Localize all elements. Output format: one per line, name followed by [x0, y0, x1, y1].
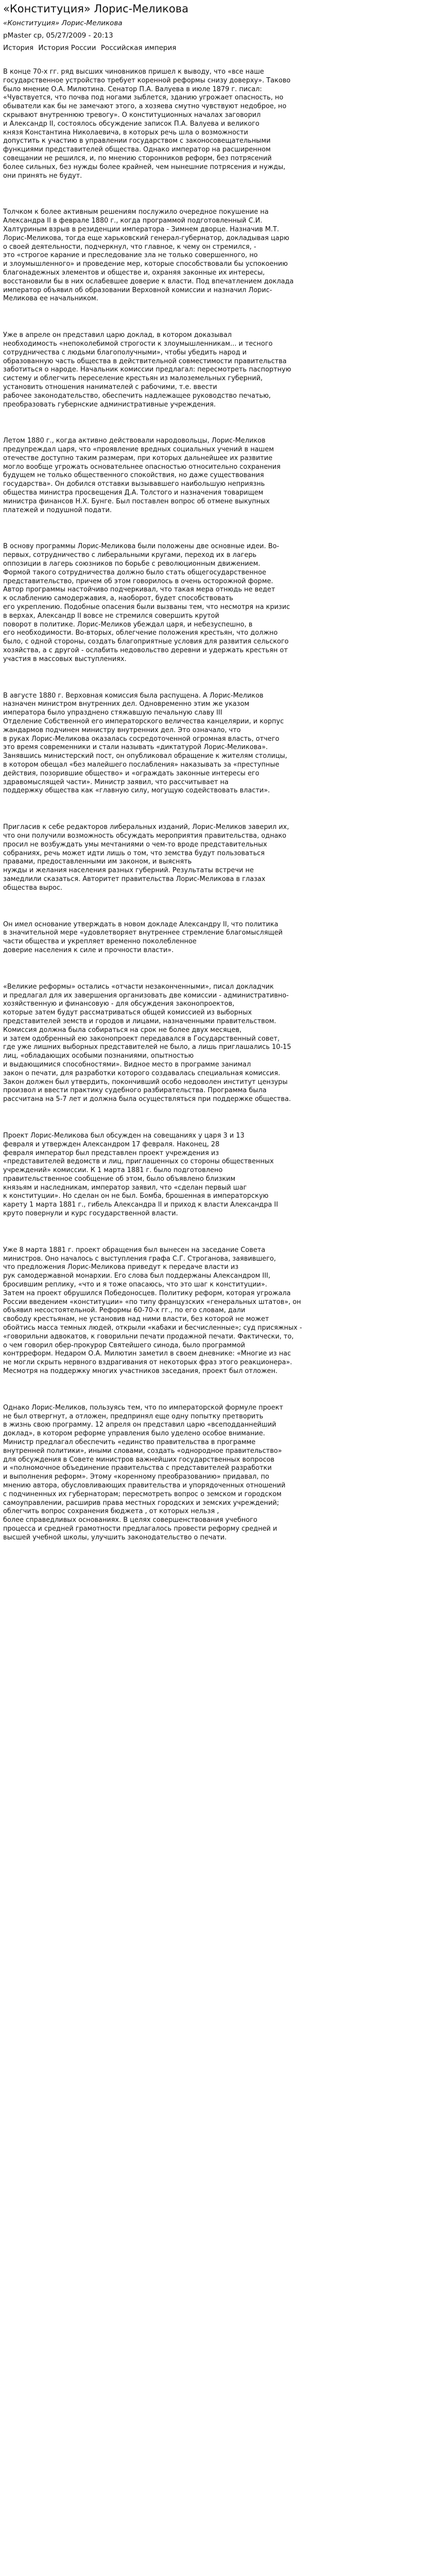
tag-link[interactable]: История России: [38, 44, 96, 52]
article-paragraph: В конце 70-х гг. ряд высших чиновников пришел к выводу, что «все наше государственное устройство требует коренной реформы снизу доверху». Таково было мнение О.А. Милютина. Сенатор П.А. Валуева в июле 1879 г. писал: «Чувствуется, что почва под ногами зыблется, зданию угрожает опасность, но обыватели как бы не замечают этого, а хозяева смутно чувствуют недоброе, но скрывают внутреннюю тревогу». О конституционных началах заговорил и Александр II, состоялось обсуждение записок П.А. Валуева и великого князя Константина Николаевича, в которых речь шла о возможности допустить к участию в управлении государством с законосовещательными функциями представителей общества. Однако император на расширенном совещании не решился, и, по мнению сторонников реформ, без потрясений более сильных, без нужды более крайней, чем нынешние потрясения и нужды, они принять не будут.: [3, 68, 291, 180]
article-meta: [3, 31, 433, 40]
article-paragraph: Пригласив к себе редакторов либеральных изданий, Лорис-Меликов заверил их, что они получили возможность обсуждать мероприятия правительства, однако просил не возбуждать умы мечтаниями о чем-то вроде представительных собраниях, речь может идти лишь о том, что земства будут пользоваться правами, предоставленными им законом, и выяснять нужды и желания населения разных губерний. Результаты встречи не замедлили сказаться. Авторитет правительства Лорис-Меликова в глазах общества вырос.: [3, 823, 289, 892]
article-paragraph: Однако Лорис-Меликов, пользуясь тем, что по императорской формуле проект не был отвергнут, а отложен, предпринял еще одну попытку претворить в жизнь свою программу. 12 апреля он представил царю «всеподданнейший доклад», в котором реформе управления было уделено особое внимание. Министр предлагал обеспечить «единство правительства в программе внутренней политики», иными словами, создать «однородное правительство» для обсуждения в Совете министров важнейших государственных вопросов и «полномочное объединение правительства с представителей разработки и выполнения реформ». Этому «коренному преобразованию» придавал, по мнению автора, обусловливающих правительства и упорядоченных отношений с подчиненных их губернаторам; пересмотреть вопрос о земском и городском самоуправлении, расширив права местных городских и земских учреждений; облегчить вопрос сохранения бюджета , от которых нельзя , более справедливых основаниях. В целях совершенствования учебного процесса и средней грамотности предлагалось провести реформу средней и высшей учебной школы, улучшить законодательство о печати.: [3, 1403, 286, 1541]
author-link[interactable]: pMaster: [3, 31, 31, 40]
article-paragraph: Проект Лорис-Меликова был обсужден на совещаниях у царя 3 и 13 февраля и утвержден Александром 17 февраля. Наконец, 28 февраля император был представлен проект учреждения из «представителей ведомств и лиц, приглашенных со стороны общественных учреждений» комиссии. К 1 марта 1881 г. было подготовлено правительственное сообщение об этом, было объявлено близким князьям и наследникам, император заявил, что «сделан первый шаг к конституции». Но сделан он не был. Бомба, брошенная в императорскую карету 1 марта 1881 г., гибель Александра II и приход к власти Александра II круто повернули и курс государственной власти.: [3, 1131, 278, 1218]
post-date: ср, 05/27/2009 - 20:13: [33, 31, 113, 40]
article-title[interactable]: «Конституция» Лорис-Меликова: [3, 3, 189, 15]
article-paragraph: Уже в апреле он представил царю доклад, в котором доказывал необходимость «непоколебимой строгости к злоумышленникам... и тесного сотрудничества с людьми благополучными», чтобы убедить народ и образованную часть общества в действительной совместимости правительства заботиться о народе. Начальник комиссии предлагал: пересмотреть паспортную систему и облегчить переселение крестьян из малоземельных губерний, установить отношения нанимателей с рабочими, т.е. ввести рабочее законодательство, обеспечить надлежащее руководство печатью, преобразовать губернские административные учреждения.: [3, 331, 291, 409]
tag-list: [3, 43, 433, 53]
article-subtitle: «Конституция» Лорис-Меликова: [3, 19, 123, 27]
article-paragraph: В основу программы Лорис-Меликова были положены две основные идеи. Во- первых, сотрудничество с либеральными кругами, переход их в лагерь оппозиции в лагерь союзников по борьбе с революционным движением. Формой такого сотрудничества должно было стать общегосударственное представительство, причем об этом говорилось в очень осторожной форме. Автор программы настойчиво подчеркивал, что такая мера отнюдь не ведет к ослаблению самодержавия, а, наоборот, будет способствовать его укреплению. Подобные опасения были вызваны тем, что несмотря на кризис в верхах, Александр II вовсе не стремился совершить крутой поворот в политике. Лорис-Меликов убеждал царя, и небезуспешно, в его необходимости. Во-вторых, облегчение положения крестьян, что должно было, с одной стороны, создать благоприятные условия для развития сельского хозяйства, а с другой - ослабить недовольство деревни и удержать крестьян от участия в массовых выступлениях.: [3, 543, 290, 663]
tag-link[interactable]: История: [3, 44, 34, 52]
article-paragraph: Он имел основание утверждать в новом докладе Александру II, что политика в значительной мере «удовлетворяет внутреннее стремление благомыслящей части общества и укрепляет временно поколебленное доверие населения к силе и прочности власти».: [3, 920, 283, 954]
article-body: [3, 68, 433, 1543]
article-paragraph: В августе 1880 г. Верховная комиссия была распущена. А Лорис-Меликов назначен министром внутренних дел. Одновременно этим же указом императора было упразднено стяжавшую печальную славу III Отделение Собственной его императорского величества канцелярии, и корпус жандармов подчинен министру внутренних дел. Это означало, что в руках Лорис-Меликова оказалась сосредоточенной огромная власть, отчего это время современники и стали называть «диктатурой Лорис-Меликова». Занявшись министерский пост, он опубликовал обращение к жителям столицы, в котором обещал «без малейшего послабления» наказывать за «преступные действия, позорившие общество» и «ограждать законные интересы его здравомыслящей части». Министр заявил, что рассчитывает на поддержку общества как «главную силу, могущую содействовать власти».: [3, 691, 287, 795]
article-paragraph: Толчком к более активным решениям послужило очередное покушение на Александра II в феврале 1880 г., когда программой подготовленный С.И. Халтуриным взрыв в резиденции императора - Зимнем дворце. Назначив М.Т. Лорис-Меликова, тогда еще харьковский генерал-губернатор, докладывая царю о своей деятельности, подчеркнул, что главное, к чему он стремился, - это «строгое карание и преследование зла не только совершенного, но и злоумышленного» и проведение мер, которые способствовали бы успокоению благонадежных элементов и обществе и, охраняя законные их интересы, восстановили бы в них ослабевшее доверие к власти. Под впечатлением доклада император объявил об образовании Верховной комиссии и назначил Лорис- Меликова ее начальником.: [3, 208, 294, 303]
tag-link[interactable]: Российская империя: [100, 44, 177, 52]
article-paragraph: «Великие реформы» остались «отчасти незаконченными», писал докладчик и предлагал для их завершения организовать две комиссии - административно- хозяйственную и финансовую - для обсуждения законопроектов, которые затем будут рассматриваться общей комиссией из выборных представителей земств и городов и лицами, назначенными правительством. Комиссия должна была собираться на срок не более двух месяцев, и затем одобренный ею законопроект передавался в Государственный совет, где уже лишних выборных представителей не было, а лишь приглашались 10-15 лиц, «обладающих особыми познаниями, опытностью и выдающимися способностями». Видное место в программе занимал закон о печати, для разработки которого создавалась специальная комиссия. Закон должен был утвердить, покончивший особо недоволен институт цензуры произвол и ввести практику судебного разбирательства. Программа была рассчитана на 5-7 лет и должна была осуществляться при поддержке общества.: [3, 982, 291, 1104]
article-paragraph: Уже 8 марта 1881 г. проект обращения был вынесен на заседание Совета министров. Оно началось с выступления графа С.Г. Строганова, заявившего, что предложения Лорис-Меликова приведут к передаче власти из рук самодержавной монархии. Его слова был поддержаны Александром III, бросившим реплику, «что и я тоже опасаюсь, что это шаг к конституции». Затем на проект обрушился Победоносцев. Политику реформ, которая угрожала России введением «конституции» «по типу французских «генеральных штатов», он объявил несостоятельной. Реформы 60-70-х гг., по его словам, дали свободу крестьянам, не установив над ними власти, без которой не может обойтись масса темных людей, открыли «кабаки и бесчисленные»; суд присяжных - «говорильни адвокатов, к говорильни печати продажной печати. Фактически, то, о чем говорил обер-прокурор Святейшего синода, было программой контрреформ. Недаром О.А. Милютин заметил в своем дневнике: «Многие из нас не могли скрыть нервного вздрагивания от некоторых фраз этого реакционера». Месмотря на поддержку многих участников заседания, проект был отложен.: [3, 1246, 302, 1376]
article-paragraph: Летом 1880 г., когда активно действовали народовольцы, Лорис-Меликов предупреждал царя, что «проявление вредных социальных учений в нашем отечестве доступно таким размерам, при которых дальнейшее их развитие могло вообще угрожать основательнее опасностью относительно сохранения будущем не только общественного спокойствия, но даже существования государства». Он добился отставки вызывавшего наибольшую неприязнь общества министра просвещения Д.А. Толстого и назначения товарищем министра финансов Н.Х. Бунге. Был поставлен вопрос об отмене выкупных платежей и подушной подати.: [3, 437, 281, 514]
